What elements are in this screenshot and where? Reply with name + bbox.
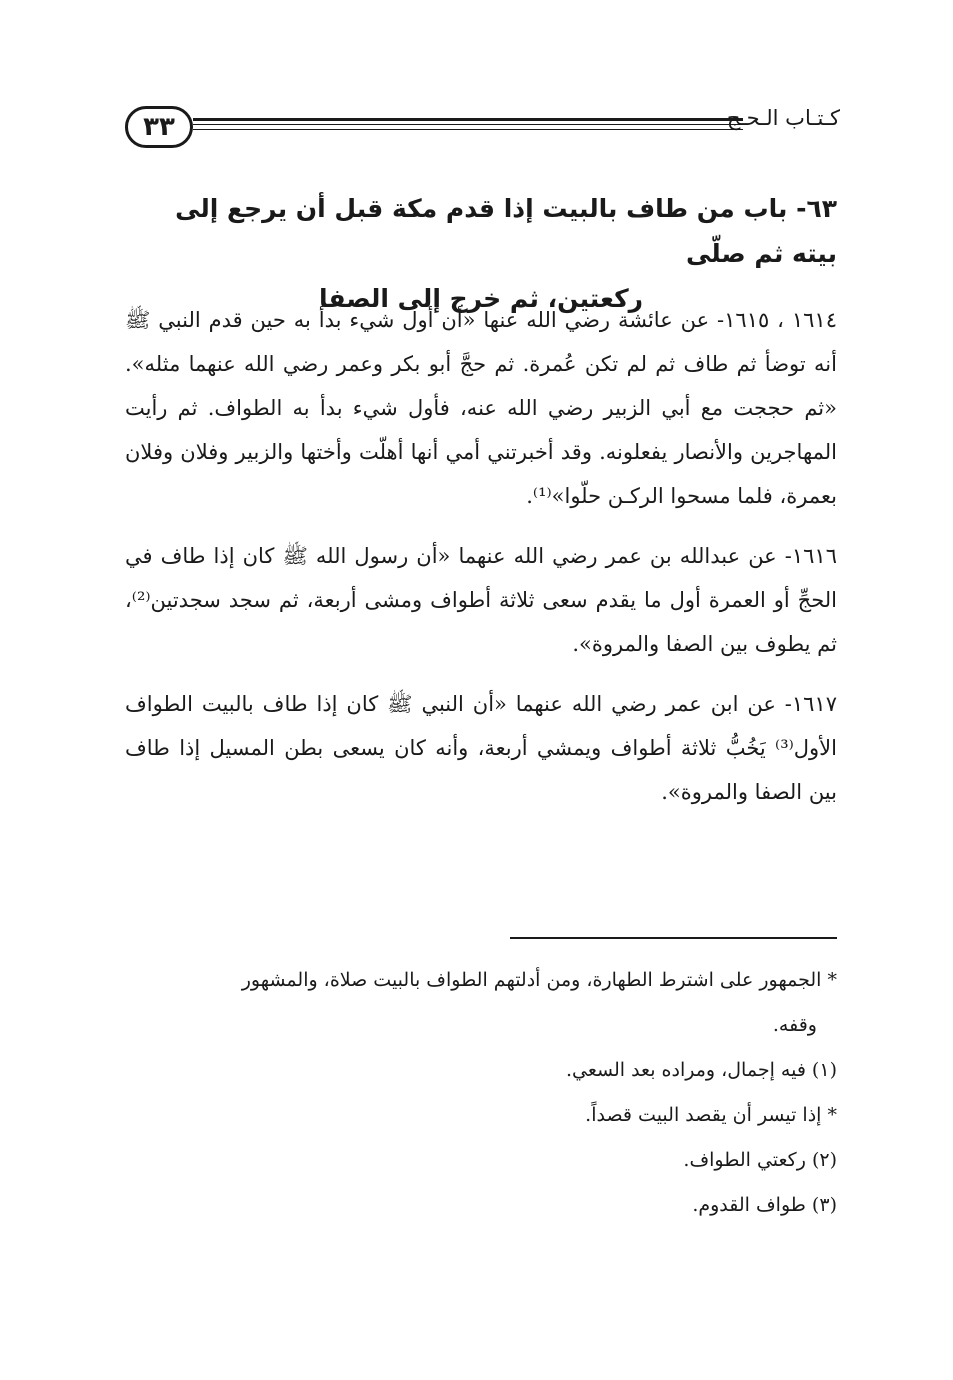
page-number: ٣٣ bbox=[125, 106, 193, 148]
footnote-note-tahara-continued: وقفه. bbox=[772, 1014, 817, 1036]
footnote-note-tahara: * الجمهور على اشترط الطهارة، ومن أدلتهم الطواف بالبيت صلاة، والمشهور bbox=[241, 969, 837, 991]
running-header bbox=[125, 100, 840, 160]
footnote-separator bbox=[510, 937, 837, 939]
footnotes bbox=[125, 958, 837, 1228]
hadith-1614-1615: ١٦١٤ ، ١٦١٥- عن عائشة رضي الله عنها «أن أول شيء بدأ به حين قدم النبي ﷺ أنه توضأ ثم طاف ثم لم تكن عُمرة. ثم حجَّ أبو بكر وعمر رضي الله عنهما مثله». «ثم حججت مع أبي الزبير رضي الله عنه، فأول شيء بدأ به الطواف. ثم رأيت المهاجرين والأنصار يفعلونه. وقد أخبرتني أمي أنها أهلّت وأختها والزبير وفلان وفلان بعمرة، فلما مسحوا الركـن حلّوا»⁽¹⁾. bbox=[125, 308, 837, 508]
body-text bbox=[125, 298, 837, 830]
footnote-note-qasd: * إذا تيسر أن يقصد البيت قصداً. bbox=[585, 1104, 837, 1126]
footnote-3: (٣) طواف القدوم. bbox=[692, 1194, 837, 1216]
hadith-1616: ١٦١٦- عن عبدالله بن عمر رضي الله عنهما «أن رسول الله ﷺ كان إذا طاف في الحجِّ أو العمرة أول ما يقدم سعى ثلاثة أطواف ومشى أربعة، ثم سجد سجدتين⁽²⁾، ثم يطوف بين الصفا والمروة». bbox=[125, 544, 837, 656]
hadith-1617: ١٦١٧- عن ابن عمر رضي الله عنهما «أن النبي ﷺ كان إذا طاف بالبيت الطواف الأول⁽³⁾ يَخُبُّ ثلاثة أطواف ويمشي أربعة، وأنه كان يسعى بطن المسيل إذا طاف بين الصفا والمروة». bbox=[125, 692, 837, 804]
header-rule bbox=[193, 118, 743, 130]
footnote-2: (٢) ركعتي الطواف. bbox=[683, 1149, 837, 1171]
chapter-heading-line-2: ركعتين، ثم خرج إلى الصفا bbox=[318, 284, 644, 313]
chapter-heading-line-1: ٦٣- باب من طاف بالبيت إذا قدم مكة قبل أن يرجع إلى بيته ثم صلّى bbox=[175, 194, 837, 268]
footnote-1: (١) فيه إجمال، ومراده بعد السعي. bbox=[565, 1059, 837, 1081]
book-title: كـتـاب الـحـج bbox=[726, 106, 840, 130]
